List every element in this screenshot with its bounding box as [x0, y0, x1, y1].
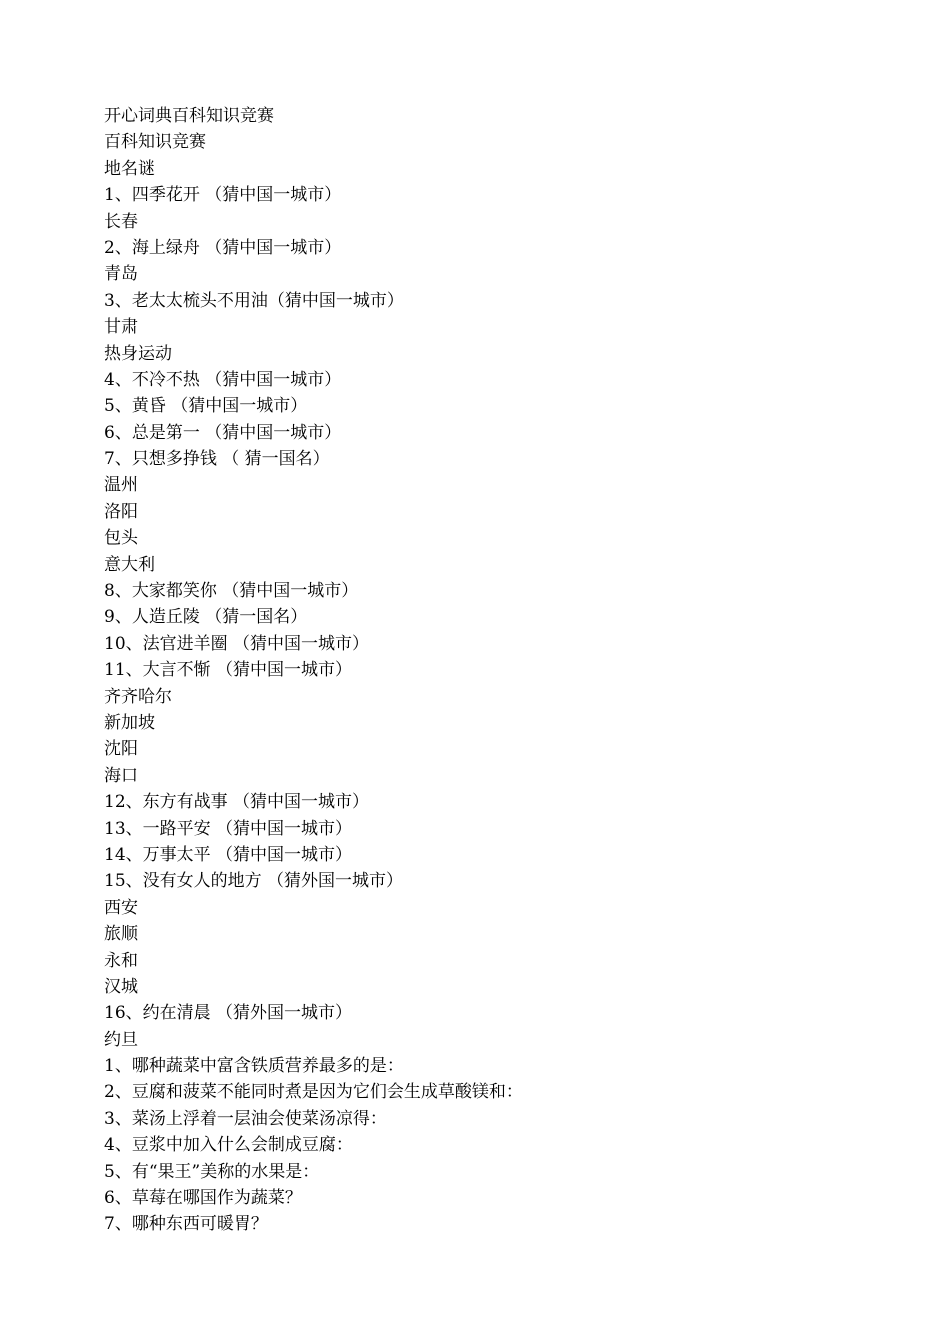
- answer-line: 洛阳: [104, 501, 138, 522]
- riddle-line: 2、海上绿舟 （猜中国一城市）: [104, 237, 342, 258]
- answer-line: 意大利: [104, 554, 155, 575]
- question-line: 5、有“果王”美称的水果是：: [104, 1161, 320, 1182]
- answer-line: 汉城: [104, 976, 138, 997]
- answer-line: 永和: [104, 950, 138, 971]
- question-line: 1、哪种蔬菜中富含铁质营养最多的是：: [104, 1056, 404, 1077]
- riddle-line: 5、黄昏 （猜中国一城市）: [104, 396, 308, 417]
- question-line: 7、哪种东西可暖胃？: [104, 1214, 268, 1235]
- document-body: [104, 103, 904, 1238]
- answer-line: 约旦: [104, 1029, 138, 1050]
- riddle-line: 11、大言不惭 （猜中国一城市）: [104, 660, 353, 681]
- riddle-line: 15、没有女人的地方 （猜外国一城市）: [104, 871, 404, 892]
- answer-line: 长春: [104, 211, 138, 232]
- riddle-line: 14、万事太平 （猜中国一城市）: [104, 844, 353, 865]
- answer-line: 甘肃: [104, 317, 138, 338]
- answer-line: 青岛: [104, 264, 138, 285]
- question-line: 6、草莓在哪国作为蔬菜？: [104, 1188, 302, 1209]
- riddle-line: 16、约在清晨 （猜外国一城市）: [104, 1003, 353, 1024]
- riddle-line: 8、大家都笑你 （猜中国一城市）: [104, 581, 359, 602]
- riddle-line: 13、一路平安 （猜中国一城市）: [104, 818, 353, 839]
- answer-line: 旅顺: [104, 924, 138, 945]
- riddle-line: 1、四季花开 （猜中国一城市）: [104, 185, 342, 206]
- section-heading: 地名谜: [104, 158, 155, 179]
- question-line: 2、豆腐和菠菜不能同时煮是因为它们会生成草酸镁和：: [104, 1082, 523, 1103]
- answer-line: 包头: [104, 528, 138, 549]
- answer-line: 西安: [104, 897, 138, 918]
- question-line: 3、菜汤上浮着一层油会使菜汤凉得：: [104, 1108, 387, 1129]
- riddle-line: 12、东方有战事 （猜中国一城市）: [104, 792, 370, 813]
- riddle-line: 10、法官进羊圈 （猜中国一城市）: [104, 633, 370, 654]
- answer-line: 齐齐哈尔: [104, 686, 172, 707]
- answer-line: 沈阳: [104, 739, 138, 760]
- answer-line: 温州: [104, 475, 138, 496]
- document-title: 开心词典百科知识竞赛: [104, 106, 274, 126]
- answer-line: 海口: [104, 765, 138, 786]
- riddle-line: 4、不冷不热 （猜中国一城市）: [104, 369, 342, 390]
- question-line: 4、豆浆中加入什么会制成豆腐：: [104, 1135, 353, 1156]
- riddle-line: 7、只想多挣钱 （ 猜一国名）: [104, 449, 330, 470]
- riddle-line: 9、人造丘陵 （猜一国名）: [104, 607, 308, 628]
- document-subtitle: 百科知识竞赛: [104, 132, 206, 153]
- riddle-line: 3、老太太梳头不用油（猜中国一城市）: [104, 290, 404, 311]
- answer-line: 新加坡: [104, 712, 155, 733]
- section-heading: 热身运动: [104, 343, 172, 364]
- riddle-line: 6、总是第一 （猜中国一城市）: [104, 422, 342, 443]
